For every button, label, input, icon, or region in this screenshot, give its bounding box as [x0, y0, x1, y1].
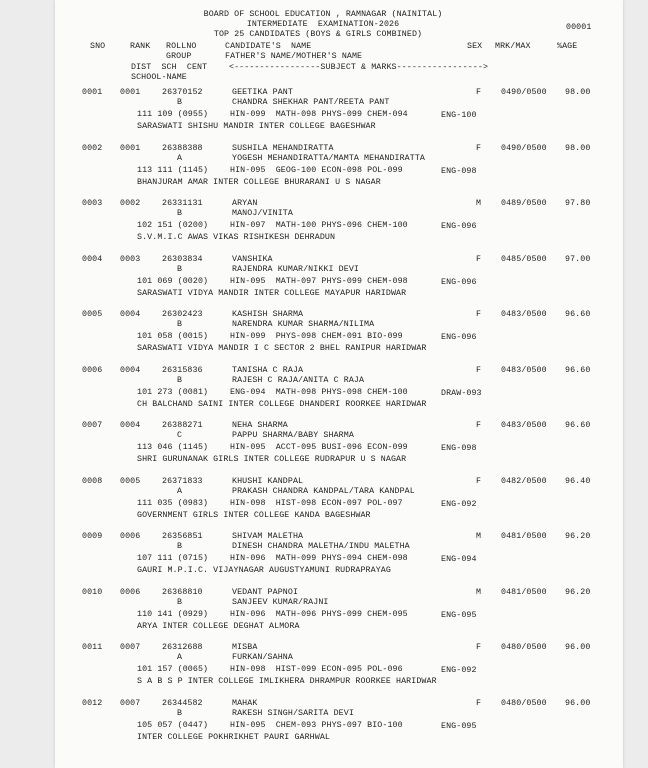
record-school: INTER COLLEGE POKHRIKHET PAURI GARHWAL [137, 732, 330, 742]
record-sno: 0003 [82, 199, 103, 208]
record-extra-subject: ENG-096 [441, 333, 477, 342]
record-marks: 0481/0500 [501, 532, 547, 541]
record-rollno: 26388388 [162, 143, 203, 153]
record-school: BHANJURAM AMAR INTER COLLEGE BHURARANI U S NAGAR [137, 177, 381, 187]
record-marks: 0490/0500 [501, 143, 547, 153]
record-rank: 0006 [120, 587, 141, 597]
col-parents: FATHER'S NAME/MOTHER'S NAME [225, 52, 363, 61]
record-school: S A B S P INTER COLLEGE IMLIKHERA DHRAMPUR ROORKEE HARIDWAR [137, 677, 437, 686]
record-pct: 96.20 [565, 532, 591, 541]
record-rollno: 26331131 [162, 199, 203, 208]
record-parents: RAJESH C RAJA/ANITA C RAJA [232, 375, 365, 385]
record-group: B [177, 320, 183, 329]
record-sex: F [476, 143, 482, 153]
record-parents: CHANDRA SHEKHAR PANT/REETA PANT [232, 98, 390, 107]
record-subjects: HIN-098 HIST-099 ECON-095 POL-096 [230, 665, 403, 674]
record-extra-subject: ENG-098 [441, 444, 477, 453]
record-codes: 111 109 (0955) [137, 110, 209, 119]
record-candidate-name: GEETIKA PANT [232, 88, 293, 97]
record-codes: 110 141 (0929) [137, 609, 209, 619]
page-code: 00001 [566, 23, 592, 32]
record-marks: 0489/0500 [501, 199, 547, 208]
record-candidate-name: VANSHIKA [232, 254, 273, 264]
record-codes: 107 111 (0715) [137, 554, 209, 563]
col-candidate: CANDIDATE'S NAME [225, 42, 312, 51]
exam-title: INTERMEDIATE EXAMINATION-2026 [246, 20, 400, 29]
record-pct: 98.00 [565, 143, 591, 153]
record-school: SARASWATI VIDYA MANDIR INTER COLLEGE MAYAPUR HARIDWAR [137, 288, 407, 298]
record-sno: 0007 [82, 421, 103, 430]
record-group: A [177, 153, 183, 163]
record-subjects: HIN-095 ACCT-095 BUSI-096 ECON-099 [230, 443, 408, 452]
record-extra-subject: ENG-095 [441, 721, 477, 731]
record-group: A [177, 486, 183, 496]
record-rollno: 26302423 [162, 310, 203, 319]
record-subjects: HIN-096 MATH-096 PHYS-099 CHEM-095 [230, 609, 408, 619]
record-marks: 0481/0500 [501, 587, 547, 597]
col-rollno: ROLLNO [166, 42, 197, 51]
record-rollno: 26370152 [162, 88, 203, 97]
record-rank: 0001 [120, 143, 141, 153]
col-sno: SNO [90, 42, 106, 51]
board-title: BOARD OF SCHOOL EDUCATION , RAMNAGAR (NAINITAL) [203, 10, 443, 19]
record-pct: 96.60 [565, 310, 591, 319]
record-subjects: HIN-099 MATH-098 PHYS-099 CHEM-094 [230, 110, 408, 119]
col-subject-marks: <-----------------SUBJECT & MARKS-----------------> [229, 63, 489, 72]
record-marks: 0480/0500 [501, 698, 547, 708]
record-extra-subject: ENG-096 [441, 222, 477, 231]
record-subjects: HIN-096 MATH-099 PHYS-094 CHEM-098 [230, 554, 408, 563]
record-codes: 101 058 (0015) [137, 332, 209, 341]
record-extra-subject: ENG-092 [441, 499, 477, 509]
record-group: B [177, 264, 183, 274]
record-school: ARYA INTER COLLEGE DEGHAT ALMORA [137, 621, 300, 631]
record-school: SARASWATI SHISHU MANDIR INTER COLLEGE BAGESHWAR [137, 122, 376, 131]
record-candidate-name: TANISHA C RAJA [232, 365, 304, 375]
record-rollno: 26356851 [162, 532, 203, 541]
record-parents: RAKESH SINGH/SARITA DEVI [232, 708, 354, 718]
col-marks: MRK/MAX [495, 42, 531, 51]
report-subtitle: TOP 25 CANDIDATES (BOYS & GIRLS COMBINED) [213, 30, 423, 39]
record-parents: YOGESH MEHANDIRATTA/MAMTA MEHANDIRATTA [232, 153, 425, 163]
record-subjects: HIN-095 GEOG-100 ECON-098 POL-099 [230, 165, 403, 175]
record-extra-subject: ENG-098 [441, 166, 477, 176]
record-group: B [177, 708, 183, 718]
record-group: B [177, 98, 183, 107]
record-candidate-name: KHUSHI KANDPAL [232, 476, 304, 486]
record-candidate-name: SHIVAM MALETHA [232, 532, 304, 541]
record-sex: F [476, 254, 482, 264]
record-rollno: 26312688 [162, 643, 203, 652]
record-parents: DINESH CHANDRA MALETHA/INDU MALETHA [232, 542, 410, 551]
record-sno: 0002 [82, 143, 103, 153]
record-parents: NARENDRA KUMAR SHARMA/NILIMA [232, 320, 375, 329]
record-rank: 0007 [120, 698, 141, 708]
record-extra-subject: DRAW-093 [441, 388, 482, 398]
record-codes: 101 273 (0081) [137, 387, 209, 397]
record-rollno: 26344582 [162, 698, 203, 708]
record-parents: PAPPU SHARMA/BABY SHARMA [232, 431, 354, 440]
col-sex: SEX [467, 42, 483, 51]
record-school: GOVERNMENT GIRLS INTER COLLEGE KANDA BAGESHWAR [137, 510, 371, 520]
record-marks: 0480/0500 [501, 643, 547, 652]
record-marks: 0483/0500 [501, 365, 547, 375]
record-pct: 96.40 [565, 476, 591, 486]
record-rank: 0004 [120, 310, 141, 319]
col-rank: RANK [130, 42, 151, 51]
record-rollno: 26368810 [162, 587, 203, 597]
record-marks: 0483/0500 [501, 310, 547, 319]
record-pct: 96.00 [565, 643, 591, 652]
record-school: CH BALCHAND SAINI INTER COLLEGE DHANDERI ROORKEE HARIDWAR [137, 399, 427, 409]
record-candidate-name: MISBA [232, 643, 258, 652]
record-codes: 105 057 (0447) [137, 720, 209, 730]
record-rank: 0003 [120, 254, 141, 264]
col-dist-sch-cent: DIST SCH CENT [131, 63, 208, 72]
record-rollno: 26388271 [162, 421, 203, 430]
record-sno: 0006 [82, 365, 103, 375]
record-sex: M [476, 199, 482, 208]
record-rank: 0005 [120, 476, 141, 486]
record-group: B [177, 375, 183, 385]
record-subjects: HIN-098 HIST-098 ECON-097 POL-097 [230, 498, 403, 508]
record-candidate-name: ARYAN [232, 199, 258, 208]
record-group: C [177, 431, 183, 440]
record-sno: 0009 [82, 532, 103, 541]
record-school: SHRI GURUNANAK GIRLS INTER COLLEGE RUDRAPUR U S NAGAR [137, 455, 407, 464]
record-pct: 96.00 [565, 698, 591, 708]
record-codes: 113 111 (1145) [137, 165, 209, 175]
record-extra-subject: ENG-096 [441, 277, 477, 287]
record-pct: 97.00 [565, 254, 591, 264]
record-parents: FURKAN/SAHNA [232, 653, 293, 662]
record-codes: 101 157 (0065) [137, 665, 209, 674]
record-sex: F [476, 310, 482, 319]
record-group: A [177, 653, 183, 662]
record-subjects: ENG-094 MATH-098 PHYS-098 CHEM-100 [230, 387, 408, 397]
record-subjects: HIN-095 CHEM-093 PHYS-097 BIO-100 [230, 720, 403, 730]
record-school: SARASWATI VIDYA MANDIR I C SECTOR 2 BHEL RANIPUR HARIDWAR [137, 344, 427, 353]
record-rank: 0004 [120, 365, 141, 375]
record-parents: SANJEEV KUMAR/RAJNI [232, 597, 329, 607]
record-candidate-name: NEHA SHARMA [232, 421, 288, 430]
record-subjects: HIN-099 PHYS-098 CHEM-091 BIO-099 [230, 332, 403, 341]
record-subjects: HIN-095 MATH-097 PHYS-099 CHEM-098 [230, 276, 408, 286]
record-sno: 0001 [82, 88, 103, 97]
record-candidate-name: MAHAK [232, 698, 258, 708]
record-rollno: 26371833 [162, 476, 203, 486]
record-rank: 0007 [120, 643, 141, 652]
record-sex: F [476, 476, 482, 486]
record-school: S.V.M.I.C AWAS VIKAS RISHIKESH DEHRADUN [137, 233, 336, 242]
record-pct: 97.80 [565, 199, 591, 208]
record-parents: RAJENDRA KUMAR/NIKKI DEVI [232, 264, 359, 274]
record-pct: 96.60 [565, 365, 591, 375]
record-codes: 111 035 (0983) [137, 498, 209, 508]
record-extra-subject: ENG-095 [441, 610, 477, 620]
record-extra-subject: ENG-092 [441, 666, 477, 675]
record-sex: M [476, 532, 482, 541]
record-parents: MANOJ/VINITA [232, 209, 293, 218]
record-extra-subject: ENG-094 [441, 555, 477, 564]
record-sex: M [476, 587, 482, 597]
record-sex: F [476, 88, 482, 97]
record-rank: 0004 [120, 421, 141, 430]
record-codes: 101 069 (0020) [137, 276, 209, 286]
record-group: B [177, 542, 183, 551]
col-pct: %AGE [557, 42, 578, 51]
record-sno: 0004 [82, 254, 103, 264]
record-group: B [177, 597, 183, 607]
record-rank: 0006 [120, 532, 141, 541]
record-group: B [177, 209, 183, 218]
record-sno: 0011 [82, 643, 103, 652]
record-subjects: HIN-097 MATH-100 PHYS-096 CHEM-100 [230, 221, 408, 230]
record-candidate-name: SUSHILA MEHANDIRATTA [232, 143, 334, 153]
record-extra-subject: ENG-100 [441, 111, 477, 120]
record-candidate-name: VEDANT PAPNOI [232, 587, 299, 597]
record-pct: 96.60 [565, 421, 591, 430]
record-pct: 96.20 [565, 587, 591, 597]
record-sex: F [476, 643, 482, 652]
record-marks: 0485/0500 [501, 254, 547, 264]
record-pct: 98.00 [565, 88, 591, 97]
record-rank: 0001 [120, 88, 141, 97]
record-sno: 0005 [82, 310, 103, 319]
record-sno: 0010 [82, 587, 103, 597]
record-sex: F [476, 698, 482, 708]
col-school-name: SCHOOL-NAME [131, 73, 187, 82]
record-rollno: 26315836 [162, 365, 203, 375]
record-rank: 0002 [120, 199, 141, 208]
record-sno: 0008 [82, 476, 103, 486]
record-marks: 0490/0500 [501, 88, 547, 97]
record-parents: PRAKASH CHANDRA KANDPAL/TARA KANDPAL [232, 486, 415, 496]
record-marks: 0483/0500 [501, 421, 547, 430]
record-rollno: 26303834 [162, 254, 203, 264]
col-group: GROUP [166, 52, 192, 61]
record-sno: 0012 [82, 698, 103, 708]
record-sex: F [476, 365, 482, 375]
record-school: GAURI M.P.I.C. VIJAYNAGAR AUGUSTYAMUNI RUDRAPRAYAG [137, 566, 391, 575]
record-candidate-name: KASHISH SHARMA [232, 310, 304, 319]
record-codes: 102 151 (0200) [137, 221, 209, 230]
record-codes: 113 046 (1145) [137, 443, 209, 452]
record-sex: F [476, 421, 482, 430]
record-marks: 0482/0500 [501, 476, 547, 486]
